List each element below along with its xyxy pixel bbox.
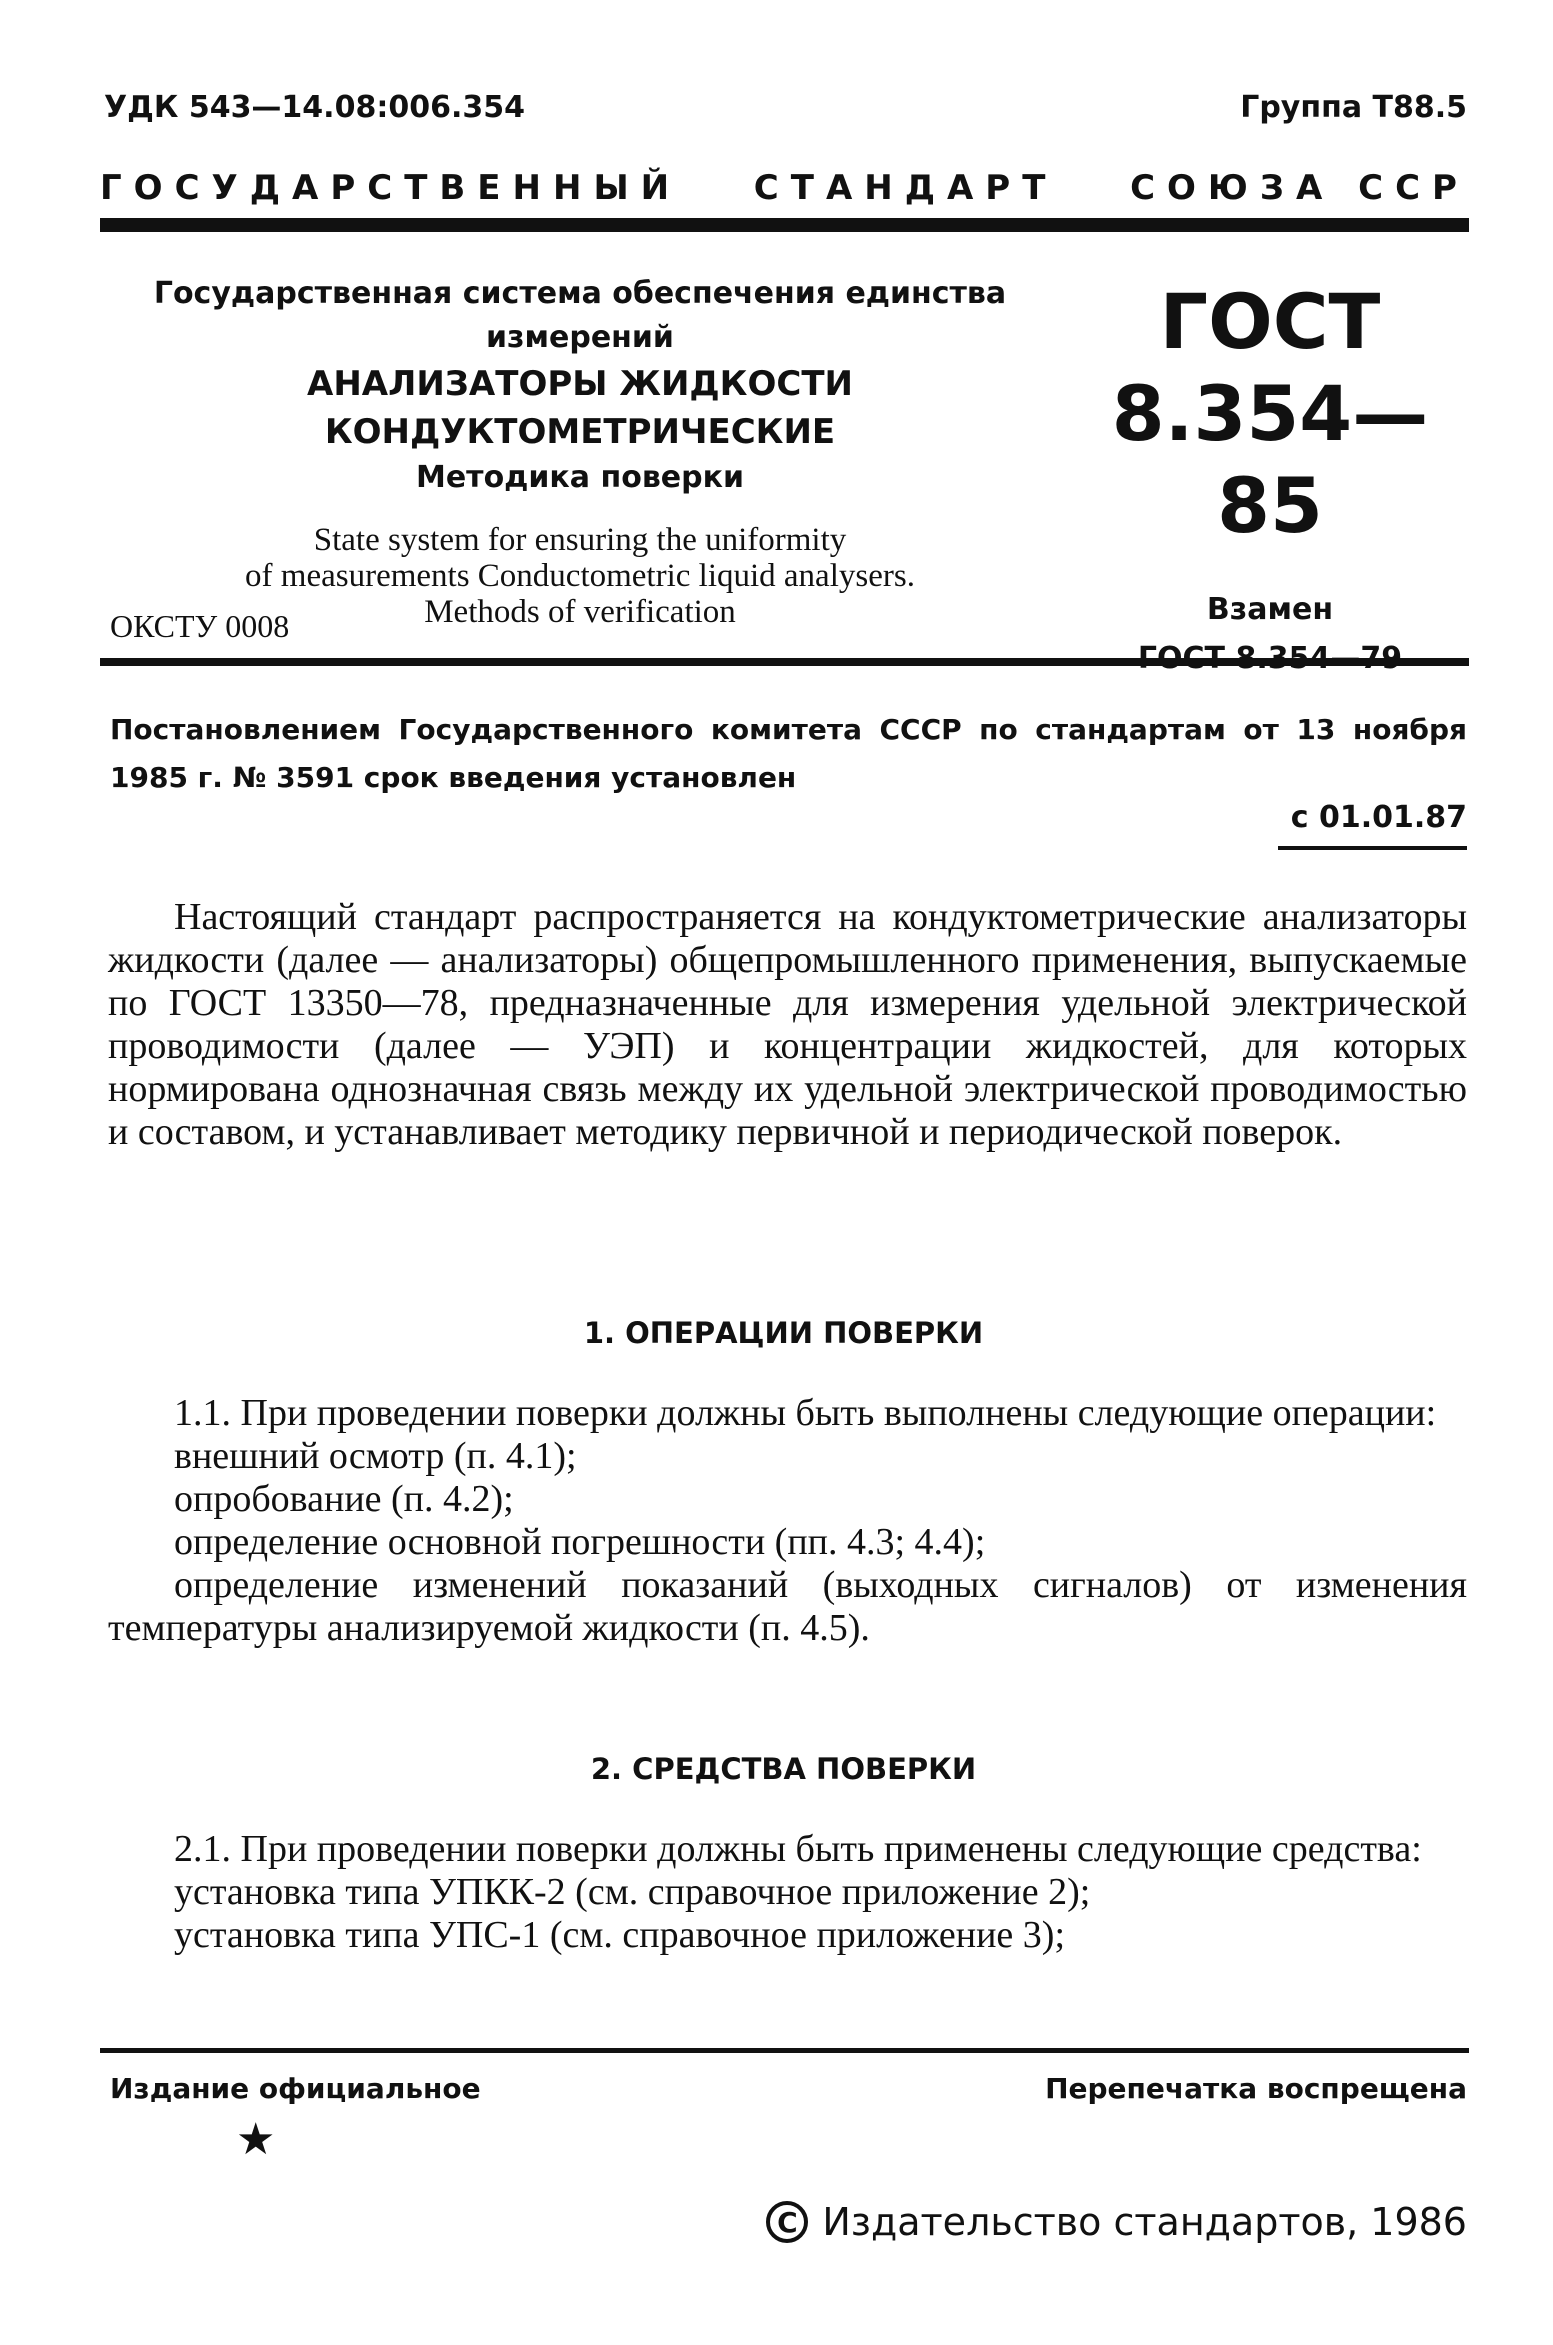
gost-designation (1080, 276, 1460, 676)
udk-code: УДК 543—14.08:006.354 (104, 90, 525, 125)
english-title-line2: of measurements Conductometric liquid analysers. (245, 558, 915, 594)
system-title-line2: измерений (486, 320, 674, 355)
english-title-line1: State system for ensuring the uniformity (313, 522, 847, 558)
gost-number: 8.354—85 (1111, 369, 1429, 550)
section-2-title: 2. СРЕДСТВА ПОВЕРКИ (590, 1752, 977, 1786)
gost-code: ГОСТ (1159, 277, 1381, 366)
operation-item: определение основной погрешности (пп. 4.3; 4.4); (174, 1521, 986, 1563)
bottom-rule (100, 2048, 1469, 2053)
middle-rule (100, 658, 1469, 666)
section-2-body (108, 1828, 1467, 1957)
copyright-icon: C (766, 2201, 808, 2243)
operation-item: опробование (п. 4.2); (174, 1478, 514, 1520)
copyright-line (766, 2200, 1467, 2244)
section-1-body (108, 1392, 1467, 1650)
replaces-label: Взамен (1206, 592, 1334, 627)
means-item: установка типа УПС-1 (см. справочное приложение 3); (174, 1914, 1065, 1956)
section-1-title: 1. ОПЕРАЦИИ ПОВЕРКИ (583, 1316, 984, 1350)
star-icon: ★ (236, 2114, 276, 2165)
effective-date-rule (1278, 846, 1467, 850)
top-rule (100, 218, 1469, 232)
banner-word-3: СОЮЗА ССР (1130, 168, 1469, 208)
operation-item: определение изменений показаний (выходных сигналов) от изменения температуры анализируемой жидкости (п. 4.5). (108, 1564, 1467, 1649)
reprint-prohibited-label: Перепечатка воспрещена (1045, 2072, 1467, 2105)
standard-subtitle: Методика поверки (415, 460, 745, 495)
official-edition-label: Издание официальное (110, 2072, 481, 2105)
means-item: установка типа УПКК-2 (см. справочное приложение 2); (174, 1871, 1091, 1913)
standard-name: АНАЛИЗАТОРЫ ЖИДКОСТИ КОНДУКТОМЕТРИЧЕСКИЕ (307, 364, 853, 452)
banner-word-1: ГОСУДАРСТВЕННЫЙ (100, 168, 682, 208)
resolution-text: Постановлением Государственного комитета СССР по стандартам от 13 ноября 1985 г. № 3591 срок введения установлен (110, 713, 1467, 794)
clause-1-1: 1.1. При проведении поверки должны быть выполнены следующие операции: (174, 1392, 1437, 1434)
banner-word-2: СТАНДАРТ (753, 168, 1058, 208)
effective-date: с 01.01.87 (1290, 800, 1467, 835)
operation-item: внешний осмотр (п. 4.1); (174, 1435, 577, 1477)
title-block (100, 272, 1060, 630)
oksty-code: ОКСТУ 0008 (110, 608, 290, 644)
group-code: Группа Т88.5 (1240, 90, 1467, 125)
state-standard-banner (100, 168, 1469, 208)
clause-2-1: 2.1. При проведении поверки должны быть применены следующие средства: (174, 1828, 1422, 1870)
english-title-line3: Methods of verification (424, 594, 736, 630)
system-title-line1: Государственная система обеспечения единства (153, 276, 1007, 311)
intro-paragraph: Настоящий стандарт распространяется на кондуктометрические анализаторы жидкости (далее — анализаторы) общепромышленного применения, выпускаемые по ГОСТ 13350—78, предназначенные для измерения удельной электрической проводимости (далее — УЭП) и концентрации жидкостей, для которых нормирована однозначная связь между их удельной электрической проводимостью и составом, и устанавливает методику первичной и периодической поверок. (108, 896, 1467, 1153)
publisher: Издательство стандартов, 1986 (822, 2200, 1467, 2244)
